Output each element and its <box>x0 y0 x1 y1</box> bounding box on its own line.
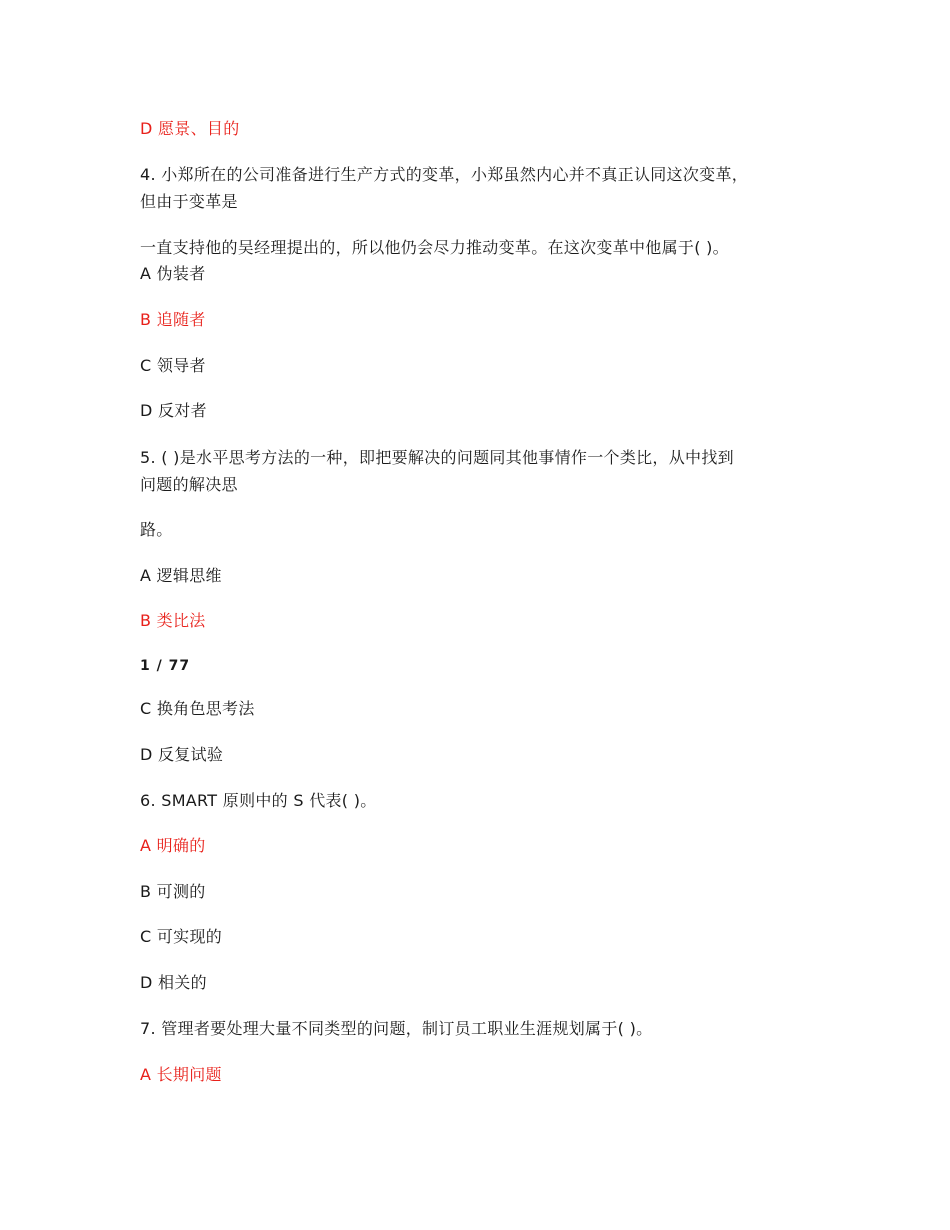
question-5-text-cont: 问题的解决思 <box>140 475 238 494</box>
answer-option-a: A 明确的 <box>140 836 206 855</box>
page-number: 1 / 77 <box>140 658 191 674</box>
option-c: C 换角色思考法 <box>140 699 255 718</box>
option-c: C 可实现的 <box>140 927 223 946</box>
question-4-text-cont: 但由于变革是 <box>140 192 238 211</box>
answer-option-d: D 愿景、目的 <box>140 119 240 138</box>
question-4-text-cont: 一直支持他的吴经理提出的，所以他仍会尽力推动变革。在这次变革中他属于( )。 <box>140 238 729 257</box>
option-d: D 反对者 <box>140 401 207 420</box>
option-d: D 相关的 <box>140 973 207 992</box>
answer-option-b: B 追随者 <box>140 310 206 329</box>
answer-option-a: A 长期问题 <box>140 1065 222 1084</box>
answer-option-b: B 类比法 <box>140 611 206 630</box>
option-d: D 反复试验 <box>140 745 224 764</box>
option-a: A 逻辑思维 <box>140 566 222 585</box>
question-5-text: 5. ( )是水平思考方法的一种，即把要解决的问题同其他事情作一个类比，从中找到 <box>140 448 734 467</box>
option-c: C 领导者 <box>140 356 206 375</box>
option-a: A 伪装者 <box>140 264 206 283</box>
question-6-text: 6. SMART 原则中的 S 代表( )。 <box>140 791 377 810</box>
question-4-text: 4. 小郑所在的公司准备进行生产方式的变革，小郑虽然内心并不真正认同这次变革， <box>140 165 749 184</box>
question-5-text-cont: 路。 <box>140 520 173 539</box>
question-7-text: 7. 管理者要处理大量不同类型的问题，制订员工职业生涯规划属于( )。 <box>140 1019 653 1038</box>
option-b: B 可测的 <box>140 882 206 901</box>
